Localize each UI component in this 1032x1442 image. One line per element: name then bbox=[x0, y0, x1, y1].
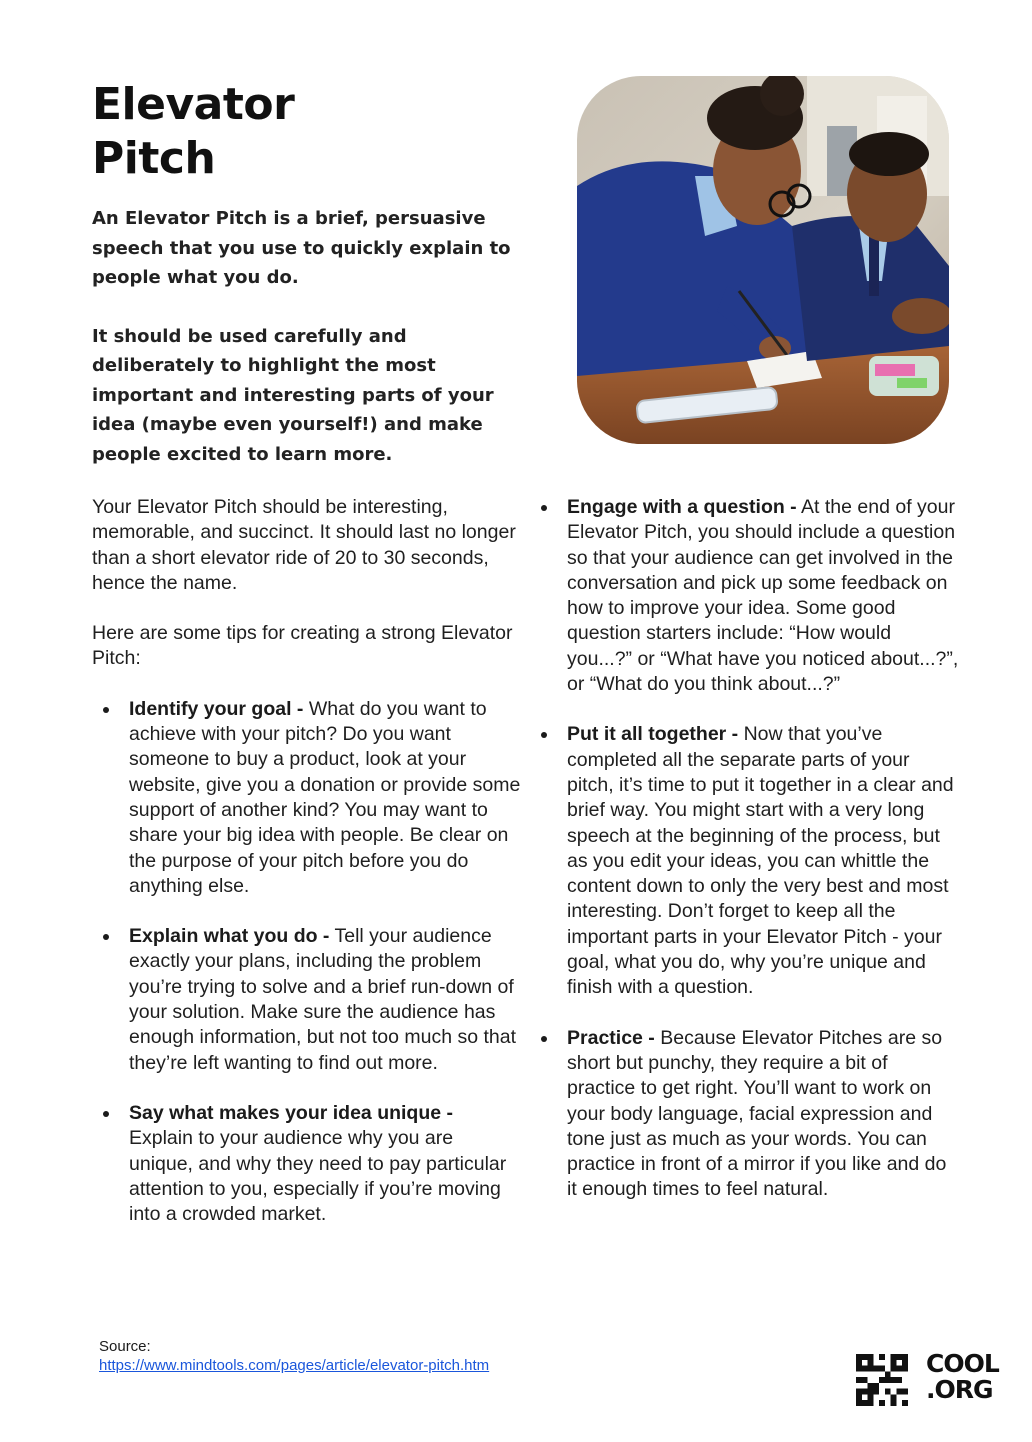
tip-heading: Identify your goal - bbox=[129, 697, 304, 720]
tip-identify-goal bbox=[92, 697, 522, 899]
body-paragraph-1: Your Elevator Pitch should be interesting, memorable, and succinct. It should last no longer than a short elevator ride of 20 to 30 seconds, hence the name. bbox=[92, 496, 516, 594]
tip-text: What do you want to achieve with your pitch? Do you want someone to buy a product, look at your website, give you a donation or provide some support of another kind? You may want to share your big idea with people. Be clear on the purpose of your pitch before you do anything else. bbox=[129, 697, 521, 897]
page-title bbox=[92, 78, 512, 186]
tip-text: Explain to your audience why you are unique, and why they need to pay particular attention to you, especially if you’re moving into a crowded market. bbox=[129, 1127, 507, 1226]
right-column bbox=[530, 495, 960, 1228]
source-link[interactable]: https://www.mindtools.com/pages/article/elevator-pitch.htm bbox=[99, 1357, 490, 1374]
tip-put-together bbox=[530, 722, 960, 1000]
tip-explain-what-you-do bbox=[92, 924, 522, 1076]
bullet-icon bbox=[103, 1111, 109, 1117]
tip-text: Now that you’ve completed all the separate parts of your pitch, it’s time to put it together in a clear and brief way. You might start with a very long speech at the beginning of the process, but as you edit your ideas, you can whittle the content down to only the very best and most interesting. Don’t forget to keep all the important parts in your Elevator Pitch - your goal, what you do, why you’re unique and finish with a question. bbox=[567, 723, 954, 999]
tip-heading: Put it all together - bbox=[567, 723, 739, 746]
intro-paragraph-1: An Elevator Pitch is a brief, persuasive speech that you use to quickly explain to people what you do. bbox=[92, 208, 511, 288]
title-line-2: Pitch bbox=[92, 133, 216, 184]
bullet-icon bbox=[103, 707, 109, 713]
title-line-1: Elevator bbox=[92, 79, 295, 130]
cool-org-logo bbox=[926, 1351, 1012, 1403]
logo-line-2: .ORG bbox=[926, 1375, 993, 1404]
students-writing-photo bbox=[577, 76, 949, 444]
qr-code-icon bbox=[855, 1354, 909, 1411]
intro-section bbox=[92, 204, 532, 469]
tip-text: Because Elevator Pitches are so short but punchy, they require a bit of practice to get right. You’ll want to work on your body language, facial expression and tone just as much as your words. You can practice in front of a mirror if you like and do it enough times to feel natural. bbox=[567, 1026, 947, 1201]
qr-code-graphic bbox=[855, 1354, 909, 1406]
tip-heading: Engage with a question - bbox=[567, 496, 797, 518]
tip-heading: Say what makes your idea unique - bbox=[129, 1101, 454, 1124]
left-column bbox=[92, 495, 522, 1252]
source-label: Source: bbox=[99, 1338, 151, 1355]
bullet-icon bbox=[541, 505, 547, 511]
tip-heading: Explain what you do - bbox=[129, 925, 330, 948]
tip-text: Tell your audience exactly your plans, including the problem you’re trying to solve and a brief run-down of your solution. Make sure the audience has enough information, but not too much so that they’re left wanting to find out more. bbox=[129, 925, 517, 1074]
intro-paragraph-2: It should be used carefully and deliberately to highlight the most important and interesting parts of your idea (maybe even yourself!) and make people excited to learn more. bbox=[92, 325, 494, 465]
body-paragraph-2: Here are some tips for creating a strong Elevator Pitch: bbox=[92, 622, 513, 670]
bullet-icon bbox=[541, 1036, 547, 1042]
tip-heading: Practice - bbox=[567, 1026, 655, 1049]
source-citation bbox=[99, 1337, 519, 1375]
bullet-icon bbox=[541, 732, 547, 738]
photo-illustration bbox=[577, 76, 949, 444]
tip-engage-question bbox=[530, 495, 960, 697]
bullet-icon bbox=[103, 934, 109, 940]
tip-practice bbox=[530, 1026, 960, 1203]
tip-text: At the end of your Elevator Pitch, you should include a question so that your audience can get involved in the conversation and pick up some feedback on how to improve your idea. Some good question starters include: “How would you...?” or “What have you noticed about...?”, or “What do you think about...?” bbox=[567, 496, 959, 696]
tip-unique bbox=[92, 1101, 522, 1227]
logo-line-1: COOL bbox=[926, 1349, 999, 1378]
